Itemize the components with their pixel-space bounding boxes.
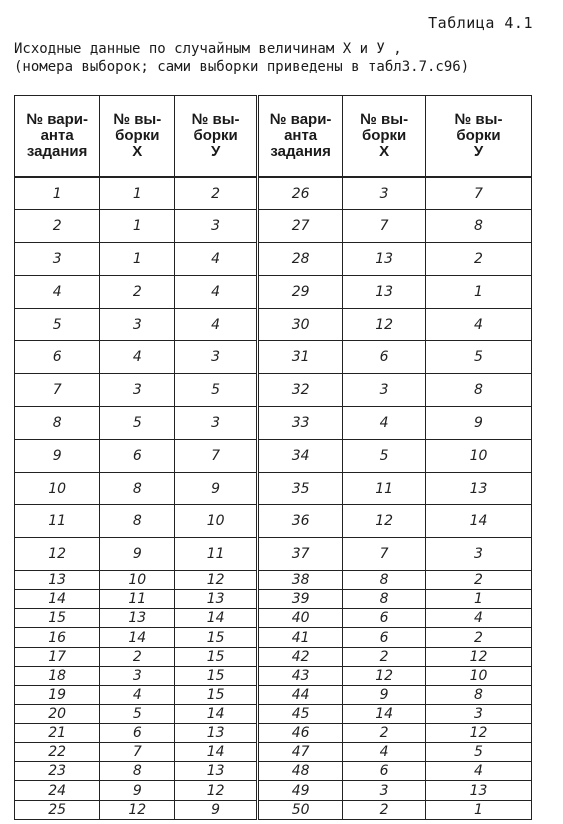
cell-sample-y-right: 13 [425,472,531,505]
cell-sample-x-left: 5 [100,407,175,440]
cell-sample-y-right: 8 [425,374,531,407]
table-row [15,275,532,308]
cell-sample-y-left: 9 [175,472,258,505]
cell-sample-y-left: 12 [175,571,258,590]
cell-sample-x-right: 4 [343,743,426,762]
table-row [15,800,532,819]
cell-sample-y-left: 2 [175,177,258,210]
cell-sample-y-left: 4 [175,308,258,341]
table-row [15,177,532,210]
cell-sample-y-left: 13 [175,762,258,781]
cell-sample-y-left: 7 [175,439,258,472]
cell-sample-y-right: 12 [425,724,531,743]
cell-sample-y-left: 15 [175,685,258,704]
cell-variant-left: 23 [15,762,100,781]
cell-sample-x-right: 3 [343,177,426,210]
cell-variant-right: 38 [257,571,342,590]
cell-variant-right: 36 [257,505,342,538]
cell-sample-x-right: 13 [343,275,426,308]
table-row [15,743,532,762]
cell-variant-left: 18 [15,666,100,685]
cell-variant-right: 49 [257,781,342,800]
table-row [15,685,532,704]
cell-sample-x-left: 1 [100,177,175,210]
cell-variant-right: 47 [257,743,342,762]
cell-sample-x-right: 6 [343,628,426,647]
table-row [15,704,532,723]
cell-sample-x-right: 7 [343,210,426,243]
cell-sample-y-right: 5 [425,341,531,374]
cell-variant-left: 8 [15,407,100,440]
cell-variant-left: 12 [15,538,100,571]
cell-variant-left: 22 [15,743,100,762]
cell-sample-x-right: 5 [343,439,426,472]
cell-variant-left: 9 [15,439,100,472]
cell-variant-left: 5 [15,308,100,341]
cell-sample-x-left: 3 [100,666,175,685]
cell-sample-y-right: 8 [425,210,531,243]
cell-sample-x-left: 6 [100,439,175,472]
cell-sample-y-left: 10 [175,505,258,538]
data-table-container [14,95,532,820]
table-row [15,210,532,243]
cell-sample-y-right: 9 [425,407,531,440]
cell-variant-right: 29 [257,275,342,308]
data-table [14,95,532,820]
cell-sample-x-left: 1 [100,210,175,243]
cell-variant-left: 6 [15,341,100,374]
cell-sample-x-left: 5 [100,704,175,723]
cell-variant-right: 39 [257,590,342,609]
cell-variant-left: 17 [15,647,100,666]
cell-sample-x-right: 3 [343,374,426,407]
cell-variant-right: 45 [257,704,342,723]
cell-variant-left: 14 [15,590,100,609]
cell-sample-x-right: 3 [343,781,426,800]
cell-variant-left: 2 [15,210,100,243]
cell-sample-x-left: 9 [100,781,175,800]
cell-variant-right: 35 [257,472,342,505]
cell-sample-x-right: 6 [343,609,426,628]
cell-sample-x-right: 7 [343,538,426,571]
cell-sample-y-right: 4 [425,609,531,628]
cell-sample-y-left: 9 [175,800,258,819]
cell-variant-left: 7 [15,374,100,407]
cell-variant-right: 50 [257,800,342,819]
cell-sample-x-left: 4 [100,685,175,704]
table-row [15,724,532,743]
cell-sample-y-right: 12 [425,647,531,666]
cell-variant-left: 3 [15,243,100,276]
cell-sample-y-left: 14 [175,743,258,762]
cell-sample-x-right: 2 [343,724,426,743]
cell-sample-x-right: 12 [343,666,426,685]
cell-sample-y-right: 4 [425,762,531,781]
cell-sample-x-left: 13 [100,609,175,628]
intro-line-2: (номера выборок; сами выборки приведены в табл3.7.с96) [14,59,470,75]
cell-variant-left: 15 [15,609,100,628]
cell-sample-x-right: 2 [343,800,426,819]
cell-sample-y-right: 8 [425,685,531,704]
cell-variant-right: 30 [257,308,342,341]
cell-sample-y-right: 14 [425,505,531,538]
cell-variant-right: 42 [257,647,342,666]
header-variant-right: № вари- анта задания [257,96,342,178]
cell-sample-y-right: 2 [425,571,531,590]
cell-variant-left: 25 [15,800,100,819]
cell-variant-left: 1 [15,177,100,210]
cell-sample-x-left: 11 [100,590,175,609]
cell-variant-right: 28 [257,243,342,276]
cell-variant-right: 27 [257,210,342,243]
table-row [15,571,532,590]
header-sample-x-left: № вы- борки X [100,96,175,178]
table-row [15,609,532,628]
cell-variant-right: 34 [257,439,342,472]
cell-variant-left: 20 [15,704,100,723]
cell-sample-x-right: 6 [343,341,426,374]
table-row [15,439,532,472]
cell-variant-right: 43 [257,666,342,685]
cell-sample-y-left: 12 [175,781,258,800]
cell-sample-x-right: 8 [343,590,426,609]
cell-sample-y-left: 15 [175,647,258,666]
cell-variant-left: 24 [15,781,100,800]
header-row [15,96,532,178]
cell-sample-x-left: 6 [100,724,175,743]
table-row [15,341,532,374]
cell-sample-x-right: 14 [343,704,426,723]
cell-sample-y-left: 14 [175,609,258,628]
cell-variant-right: 33 [257,407,342,440]
cell-sample-y-left: 14 [175,704,258,723]
cell-sample-x-right: 8 [343,571,426,590]
table-row [15,590,532,609]
cell-sample-x-left: 2 [100,647,175,666]
cell-sample-x-right: 4 [343,407,426,440]
cell-variant-right: 41 [257,628,342,647]
cell-variant-right: 44 [257,685,342,704]
cell-variant-left: 21 [15,724,100,743]
cell-variant-right: 40 [257,609,342,628]
cell-variant-left: 11 [15,505,100,538]
cell-sample-x-right: 12 [343,308,426,341]
header-sample-y-left: № вы- борки У [175,96,258,178]
cell-variant-right: 26 [257,177,342,210]
table-row [15,762,532,781]
header-sample-x-right: № вы- борки X [343,96,426,178]
cell-sample-y-left: 13 [175,724,258,743]
cell-sample-y-right: 5 [425,743,531,762]
cell-variant-right: 37 [257,538,342,571]
cell-sample-y-right: 2 [425,243,531,276]
cell-variant-left: 13 [15,571,100,590]
cell-variant-right: 31 [257,341,342,374]
cell-sample-x-right: 11 [343,472,426,505]
table-row [15,308,532,341]
cell-variant-right: 48 [257,762,342,781]
table-row [15,505,532,538]
cell-sample-y-right: 4 [425,308,531,341]
cell-sample-x-right: 6 [343,762,426,781]
cell-sample-x-left: 14 [100,628,175,647]
intro-line-1: Исходные данные по случайным величинам X и У , [14,41,402,57]
table-row [15,538,532,571]
header-sample-y-right: № вы- борки У [425,96,531,178]
cell-sample-y-left: 11 [175,538,258,571]
cell-sample-x-right: 13 [343,243,426,276]
cell-sample-y-left: 4 [175,275,258,308]
table-row [15,666,532,685]
cell-sample-y-left: 15 [175,666,258,685]
cell-sample-y-right: 1 [425,800,531,819]
table-row [15,472,532,505]
cell-sample-y-right: 3 [425,538,531,571]
cell-sample-y-left: 3 [175,210,258,243]
cell-sample-y-left: 15 [175,628,258,647]
intro-text [14,40,559,76]
cell-sample-x-left: 9 [100,538,175,571]
cell-sample-x-left: 1 [100,243,175,276]
cell-sample-y-left: 13 [175,590,258,609]
cell-sample-y-left: 3 [175,341,258,374]
cell-sample-y-right: 10 [425,439,531,472]
cell-sample-x-right: 9 [343,685,426,704]
table-row [15,243,532,276]
cell-sample-y-left: 5 [175,374,258,407]
cell-variant-left: 4 [15,275,100,308]
cell-sample-x-left: 8 [100,472,175,505]
cell-variant-left: 16 [15,628,100,647]
table-caption: Таблица 4.1 [428,14,533,32]
header-variant-left: № вари- анта задания [15,96,100,178]
table-row [15,374,532,407]
cell-sample-x-left: 4 [100,341,175,374]
cell-sample-y-right: 2 [425,628,531,647]
cell-sample-y-right: 1 [425,590,531,609]
table-row [15,407,532,440]
table-row [15,628,532,647]
cell-sample-y-left: 4 [175,243,258,276]
cell-sample-x-left: 3 [100,308,175,341]
cell-variant-left: 19 [15,685,100,704]
cell-sample-x-left: 12 [100,800,175,819]
cell-sample-x-right: 12 [343,505,426,538]
cell-sample-x-left: 8 [100,505,175,538]
cell-sample-y-right: 13 [425,781,531,800]
cell-sample-x-left: 8 [100,762,175,781]
cell-variant-right: 32 [257,374,342,407]
table-body [15,177,532,820]
table-row [15,781,532,800]
cell-sample-y-right: 10 [425,666,531,685]
cell-sample-y-left: 3 [175,407,258,440]
cell-sample-y-right: 3 [425,704,531,723]
cell-sample-x-left: 7 [100,743,175,762]
cell-sample-x-left: 3 [100,374,175,407]
cell-sample-y-right: 7 [425,177,531,210]
table-row [15,647,532,666]
cell-variant-left: 10 [15,472,100,505]
cell-sample-x-left: 2 [100,275,175,308]
cell-sample-x-right: 2 [343,647,426,666]
cell-variant-right: 46 [257,724,342,743]
cell-sample-x-left: 10 [100,571,175,590]
cell-sample-y-right: 1 [425,275,531,308]
